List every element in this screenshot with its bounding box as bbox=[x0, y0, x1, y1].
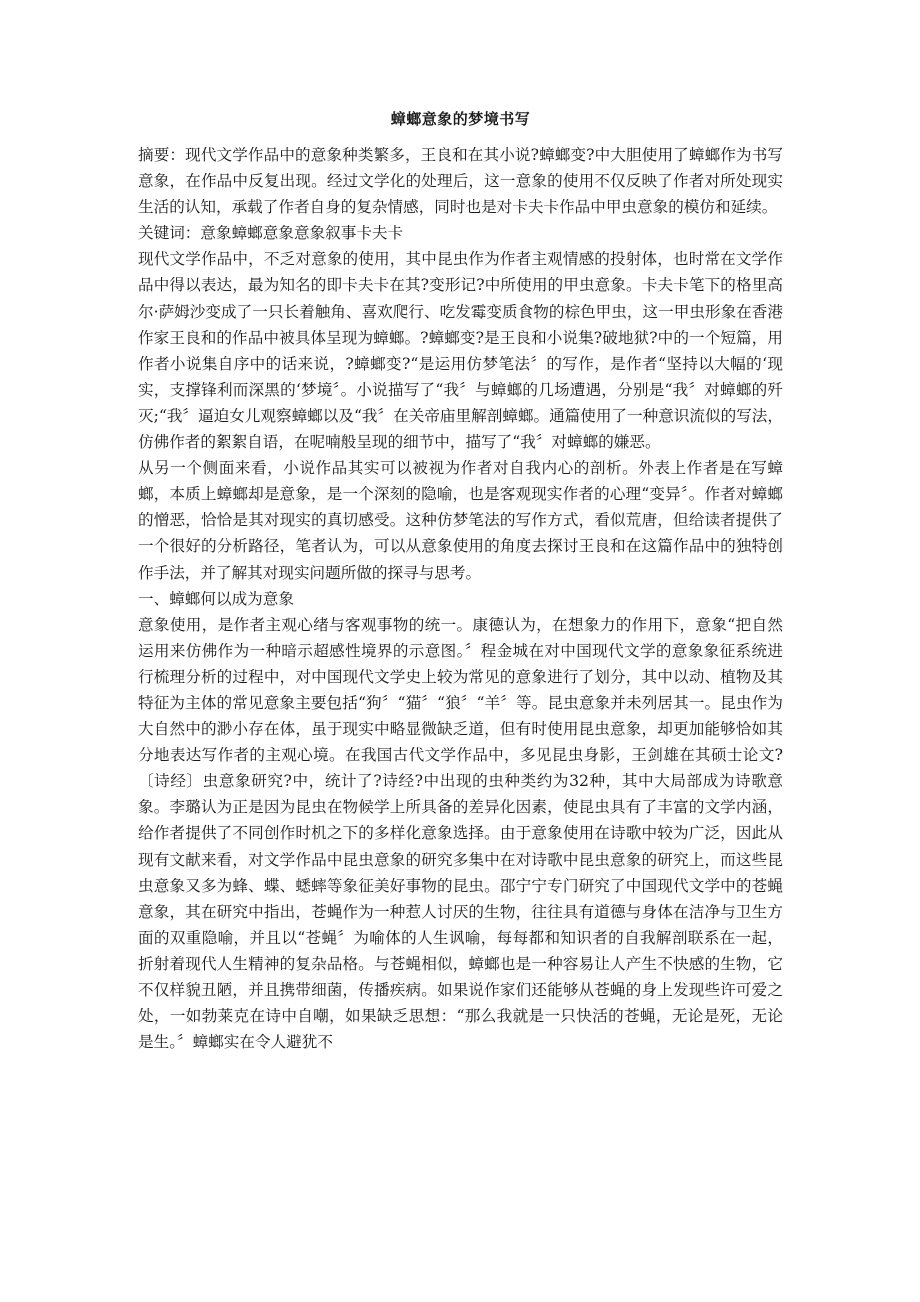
body-paragraph: 从另一个侧面来看，小说作品其实可以被视为作者对自我内心的剖析。外表上作者是在写蟑螂，本质上蟑螂却是意象，是一个深刻的隐喻，也是客观现实作者的心理“变异〞。作者对蟑螂的憎恶，恰恰是其对现实的真切感受。这种仿梦笔法的写作方式，看似荒唐，但给读者提供了一个很好的分析路径，笔者认为，可以从意象使用的角度去探讨王良和在这篇作品中的独特创作手法，并了解其对现实问题所做的探寻与思考。 bbox=[138, 459, 783, 582]
section-heading: 一、蟑螂何以成为意象 bbox=[138, 589, 294, 608]
body-paragraph: 意象使用，是作者主观心绪与客观事物的统一。康德认为，在想象力的作用下，意象“把自然运用来仿佛作为一种暗示超感性境界的示意图。〞程金城在对中国现代文学的意象象征系统进行梳理分析的过程中，对中国现代文学史上较为常见的意象进行了划分，其中以动、植物及其特征为主体的常见意象主要包括“狗〞“猫〞“狼〞“羊〞等。昆虫意象并未列居其一。昆虫作为大自然中的渺小存在体，虽于现实中略显微缺乏道，但有时使用昆虫意象，却更加能够恰如其分地表达写作者的主观心境。在我国古代文学作品中，多见昆虫身影，王剑雄在其硕士论文?〔诗经〕虫意象研究?中，统计了?诗经?中出现的虫种类约为32种，其中大局部成为诗歌意象。李璐认为正是因为昆虫在物候学上所具备的差异化因素，使昆虫具有了丰富的文学内涵，给作者提供了不同创作时机之下的多样化意象选择。由于意象使用在诗歌中较为广泛，因此从现有文献来看，对文学作品中昆虫意象的研究多集中在对诗歌中昆虫意象的研究上，而这些昆虫意象又多为蜂、蝶、蟋蟀等象征美好事物的昆虫。邵宁宁专门研究了中国现代文学中的苍蝇意象，其在研究中指出，苍蝇作为一种惹人讨厌的生物，往往具有道德与身体在洁净与卫生方面的双重隐喻，并且以“苍蝇〞为喻体的人生讽喻，每每都和知识者的自我解剖联系在一起，折射着现代人生精神的复杂品格。与苍蝇相似，蟑螂也是一种容易让人产生不快感的生物，它不仅样貌丑陋，并且携带细菌，传播疾病。如果说作家们还能够从苍蝇的身上发现些许可爱之处，一如勃莱克在诗中自嘲，如果缺乏思想：“那么我就是一只快活的苍蝇，无论是死，无论是生。〞蟑螂实在令人避犹不 bbox=[138, 615, 783, 1052]
document-page bbox=[138, 108, 783, 1055]
body-paragraph: 现代文学作品中，不乏对意象的使用，其中昆虫作为作者主观情感的投射体，也时常在文学作品中得以表达，最为知名的即卡夫卡在其?变形记?中所使用的甲虫意象。卡夫卡笔下的格里高尔·萨姆沙变成了一只长着触角、喜欢爬行、吃发霉变质食物的棕色甲虫，这一甲虫形象在香港作家王良和的作品中被具体呈现为蟑螂。?蟑螂变?是王良和小说集?破地狱?中的一个短篇，用作者小说集自序中的话来说，?蟑螂变?“是运用仿梦笔法〞的写作，是作者“坚持以大幅的‘现实，支撑锋利而深黑的‘梦境〞。小说描写了“我〞与蟑螂的几场遭遇，分别是“我〞对蟑螂的歼灭;“我〞逼迫女儿观察蟑螂以及“我〞在关帝庙里解剖蟑螂。通篇使用了一种意识流似的写法，仿佛作者的絮絮自语，在呢喃般呈现的细节中，描写了“我〞对蟑螂的嫌恶。 bbox=[138, 250, 783, 452]
page-title: 蟑螂意象的梦境书写 bbox=[390, 110, 531, 128]
keywords-paragraph: 关键词：意象蟑螂意象意象叙事卡夫卡 bbox=[138, 224, 404, 243]
abstract-paragraph: 摘要：现代文学作品中的意象种类繁多，王良和在其小说?蟑螂变?中大胆使用了蟑螂作为书写意象，在作品中反复出现。经过文学化的处理后，这一意象的使用不仅反映了作者对所处现实生活的认知，承载了作者自身的复杂情感，同时也是对卡夫卡作品中甲虫意象的模仿和延续。 bbox=[138, 146, 783, 217]
